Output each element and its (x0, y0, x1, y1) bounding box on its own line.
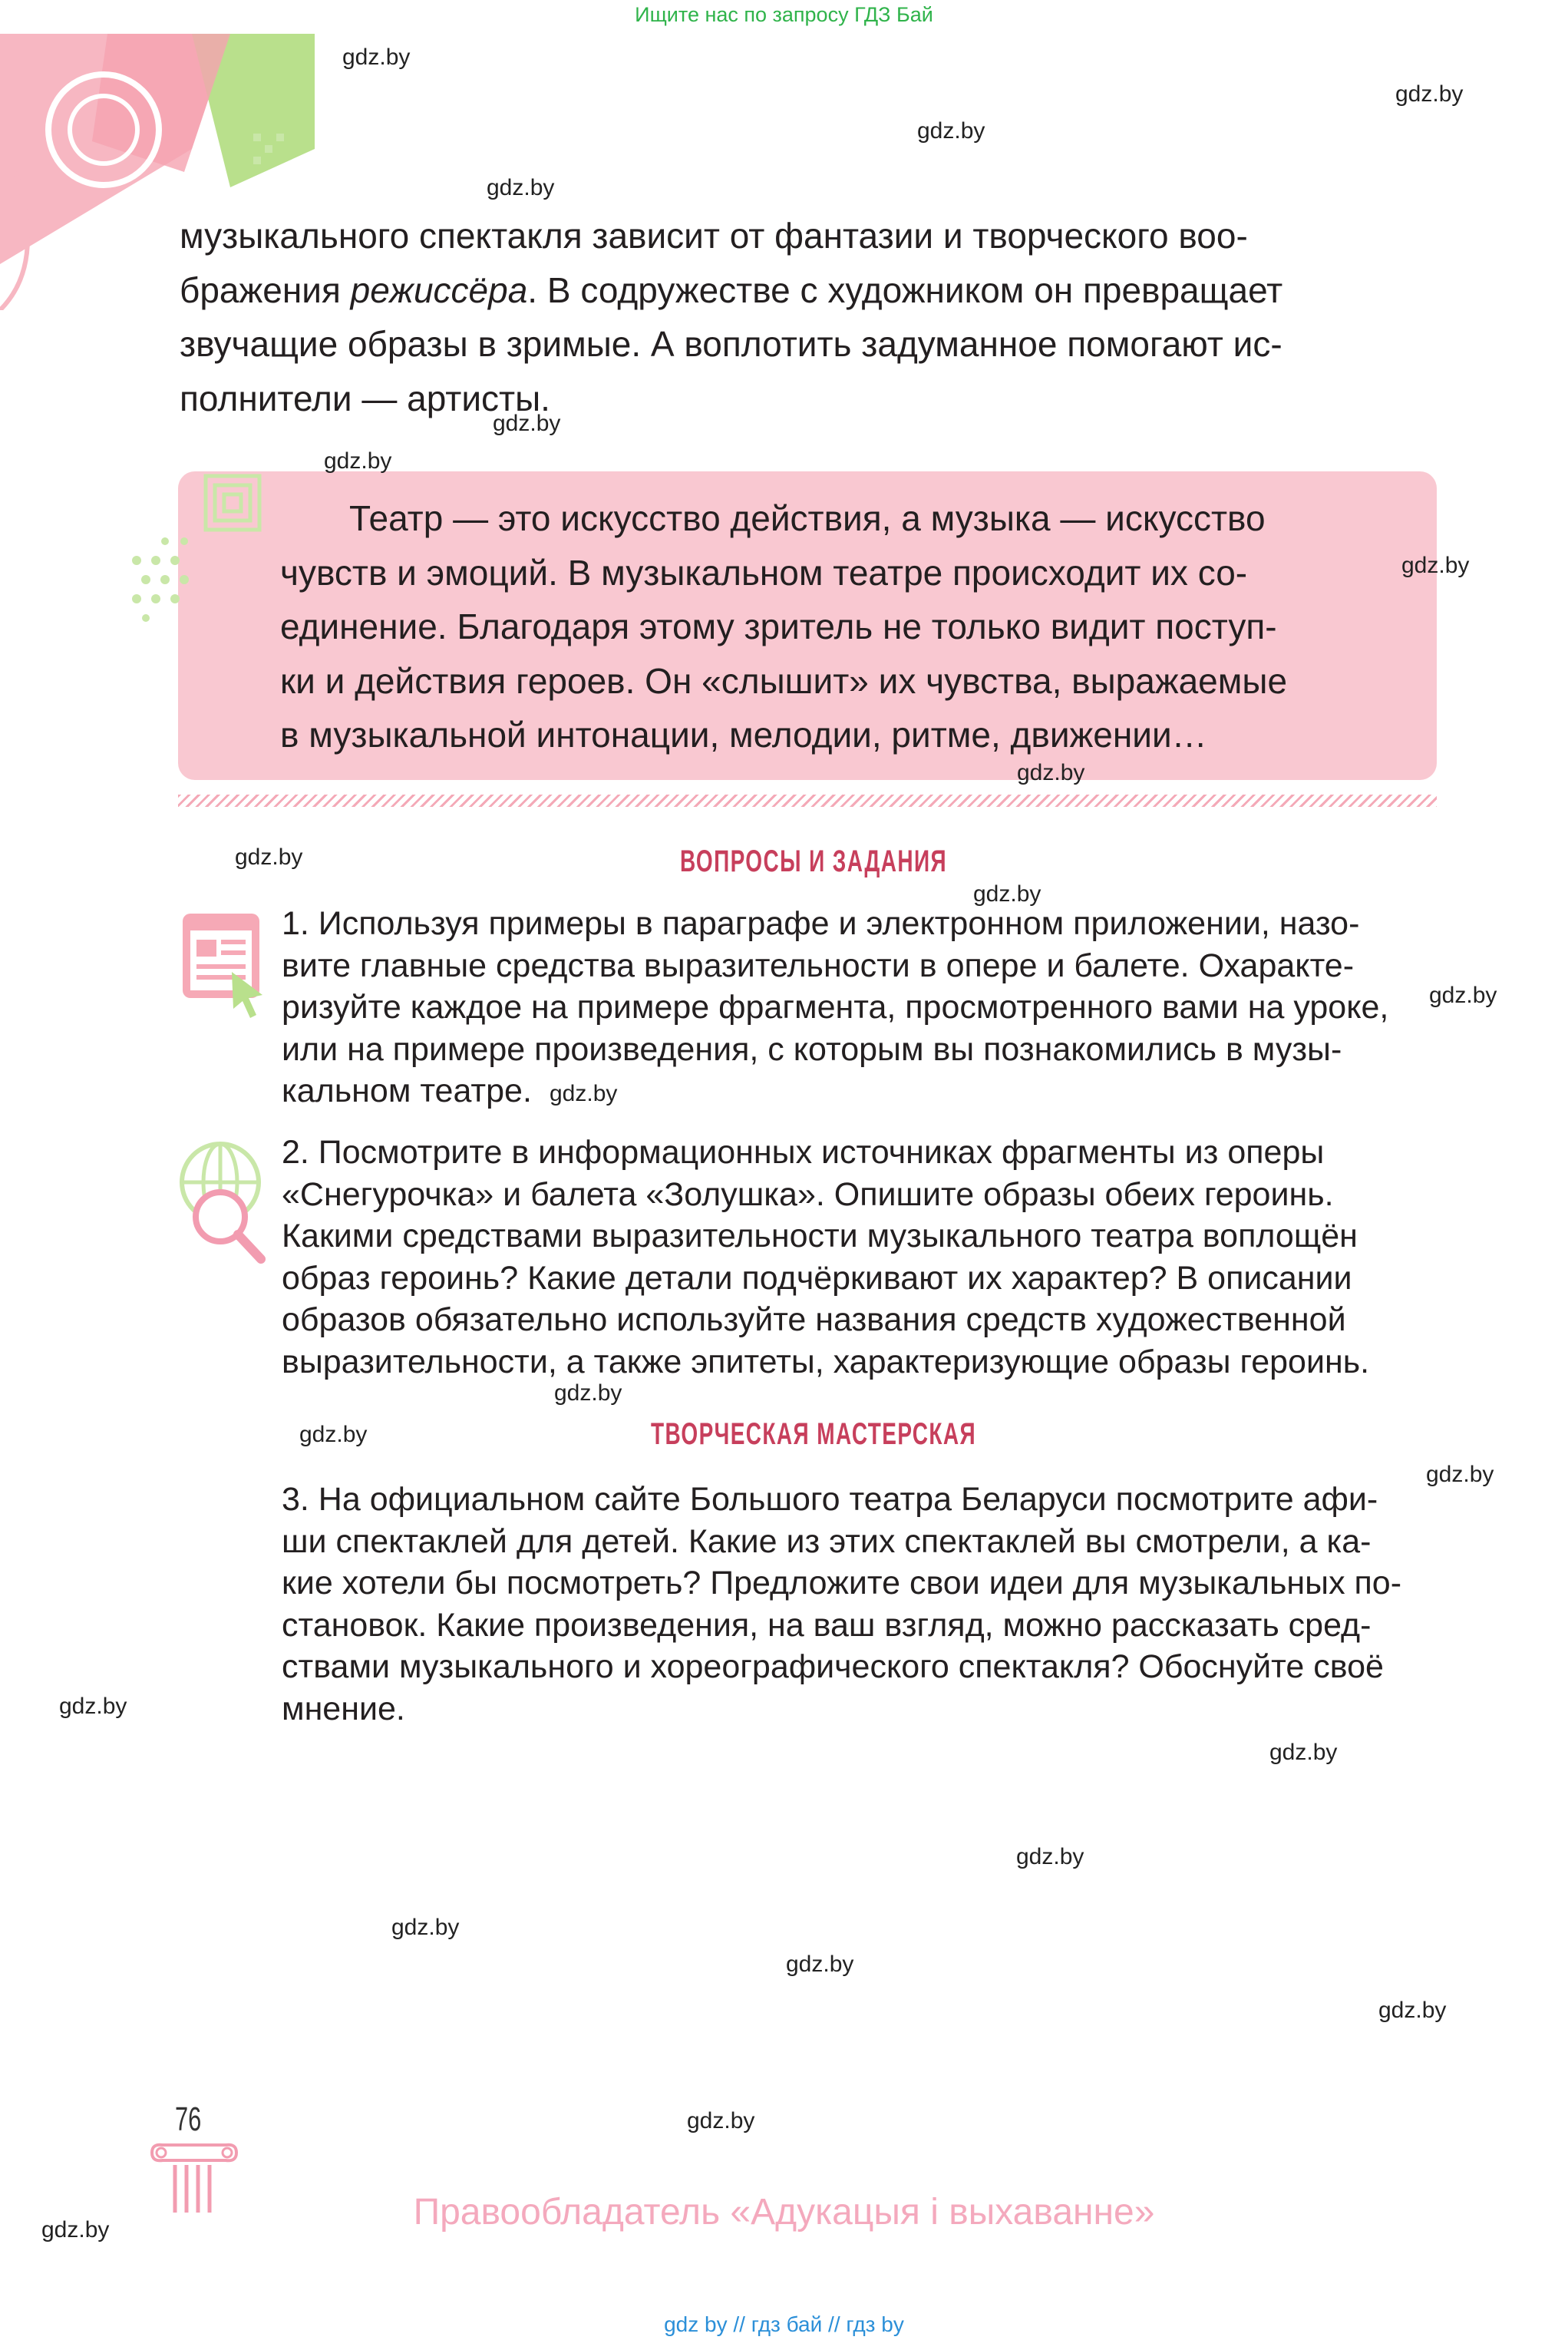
bottom-links (0, 2312, 1568, 2337)
page-number: 76 (175, 2100, 202, 2138)
q2-line-3: Какими средствами выразительности музыкального театра воплощён (282, 1218, 1358, 1254)
watermark: gdz.by (1395, 81, 1464, 107)
q1-line-1: 1. Используя примеры в параграфе и электронном приложении, назо- (282, 905, 1360, 942)
watermark: gdz.by (493, 411, 561, 436)
q1-line-5: кальном театре. (282, 1072, 532, 1109)
intro-line-1: музыкального спектакля зависит от фантазии и творческого воо- (180, 216, 1248, 256)
section-title-questions: ВОПРОСЫ И ЗАДАНИЯ (679, 844, 948, 878)
highlight-line-2: чувств и эмоций. В музыкальном театре происходит их со- (280, 552, 1248, 593)
watermark: gdz.by (391, 1915, 460, 1940)
q2-line-5: образов обязательно используйте названия средств художественной (282, 1301, 1346, 1338)
intro-paragraph (180, 209, 1438, 425)
q2-line-2: «Снегурочка» и балета «Золушка». Опишите образы обеих героинь. (282, 1175, 1334, 1213)
q2-line-6: выразительности, а также эпитеты, характеризующие образы героинь. (282, 1343, 1370, 1380)
highlight-line-3: единение. Благодаря этому зритель не только видит поступ- (280, 606, 1277, 646)
highlight-text (280, 491, 1397, 762)
watermark: gdz.by (1429, 983, 1497, 1008)
link-separator: // (828, 2312, 840, 2336)
highlight-line-1: Театр — это искусство действия, а музыка — искусство (349, 498, 1266, 538)
watermark: gdz.by (973, 881, 1041, 907)
link-gdz-by[interactable]: gdz by (664, 2312, 728, 2336)
watermark: gdz.by (342, 45, 411, 70)
internet-search-icon (178, 1136, 270, 1290)
watermark: gdz.by (1016, 1844, 1084, 1869)
electronic-app-icon (178, 911, 270, 1033)
top-search-hint: Ищите нас по запросу ГДЗ Бай (635, 3, 933, 26)
watermark: gdz.by (324, 448, 392, 474)
section-title-workshop: ТВОРЧЕСКАЯ МАСТЕРСКАЯ (650, 1417, 977, 1451)
q3-line-1: 3. На официальном сайте Большого театра Беларуси посмотрите афи- (282, 1481, 1378, 1518)
rights-holder: Правообладатель «Адукацыя і выхаванне» (413, 2192, 1155, 2233)
intro-line-3: звучащие образы в зримые. А воплотить задуманное помогают ис- (180, 324, 1282, 364)
watermark: gdz.by (41, 2217, 110, 2242)
link-gdz-by-2[interactable]: гдз by (846, 2312, 904, 2336)
question-1 (282, 903, 1437, 1112)
q2-line-1: 2. Посмотрите в информационных источниках фрагменты из оперы (282, 1134, 1325, 1171)
watermark: gdz.by (1017, 760, 1085, 785)
highlight-line-5: в музыкальной интонации, мелодии, ритме, движении… (280, 715, 1207, 755)
director-term: режиссёра (350, 269, 528, 310)
link-separator: // (733, 2312, 745, 2336)
intro-line-4: полнители — артисты. (180, 378, 550, 418)
link-gdz-bai[interactable]: гдз бай (751, 2312, 823, 2336)
watermark: gdz.by (1378, 1998, 1447, 2023)
highlight-line-4: ки и действия героев. Он «слышит» их чувства, выражаемые (280, 660, 1288, 701)
watermark: gdz.by (917, 118, 985, 144)
q3-line-2: ши спектаклей для детей. Какие из этих спектаклей вы смотрели, а ка- (282, 1522, 1372, 1560)
watermark: gdz.by (235, 844, 303, 870)
watermark: gdz.by (1269, 1740, 1338, 1765)
q1-line-3: ризуйте каждое на примере фрагмента, просмотренного вами на уроке, (282, 989, 1389, 1026)
watermark: gdz.by (487, 175, 555, 200)
q3-line-5: ствами музыкального и хореографического спектакля? Обоснуйте своё (282, 1648, 1384, 1685)
question-3 (282, 1479, 1437, 1730)
q1-line-2: вите главные средства выразительности в опере и балете. Охаракте- (282, 947, 1355, 984)
watermark: gdz.by (554, 1380, 622, 1406)
watermark: gdz.by (550, 1081, 618, 1106)
watermark: gdz.by (786, 1952, 854, 1977)
q2-line-4: образ героинь? Какие детали подчёркивают их характер? В описании (282, 1259, 1352, 1297)
q3-line-4: становок. Какие произведения, на ваш взгляд, можно рассказать сред- (282, 1606, 1372, 1644)
q3-line-6: мнение. (282, 1690, 405, 1727)
halftone-pattern-icon (121, 468, 275, 645)
watermark: gdz.by (687, 2108, 755, 2133)
watermark: gdz.by (1426, 1462, 1494, 1487)
highlight-stripes (178, 795, 1437, 807)
q1-line-4: или на примере произведения, с которым вы познакомились в музы- (282, 1030, 1342, 1068)
question-2 (282, 1132, 1437, 1383)
watermark: gdz.by (59, 1694, 127, 1719)
watermark: gdz.by (1401, 553, 1470, 578)
intro-line-2: бражения режиссёра. В содружестве с художником он превращает (180, 269, 1283, 310)
watermark: gdz.by (299, 1422, 368, 1447)
q3-line-3: кие хотели бы посмотреть? Предложите свои идеи для музыкальных по- (282, 1565, 1402, 1601)
